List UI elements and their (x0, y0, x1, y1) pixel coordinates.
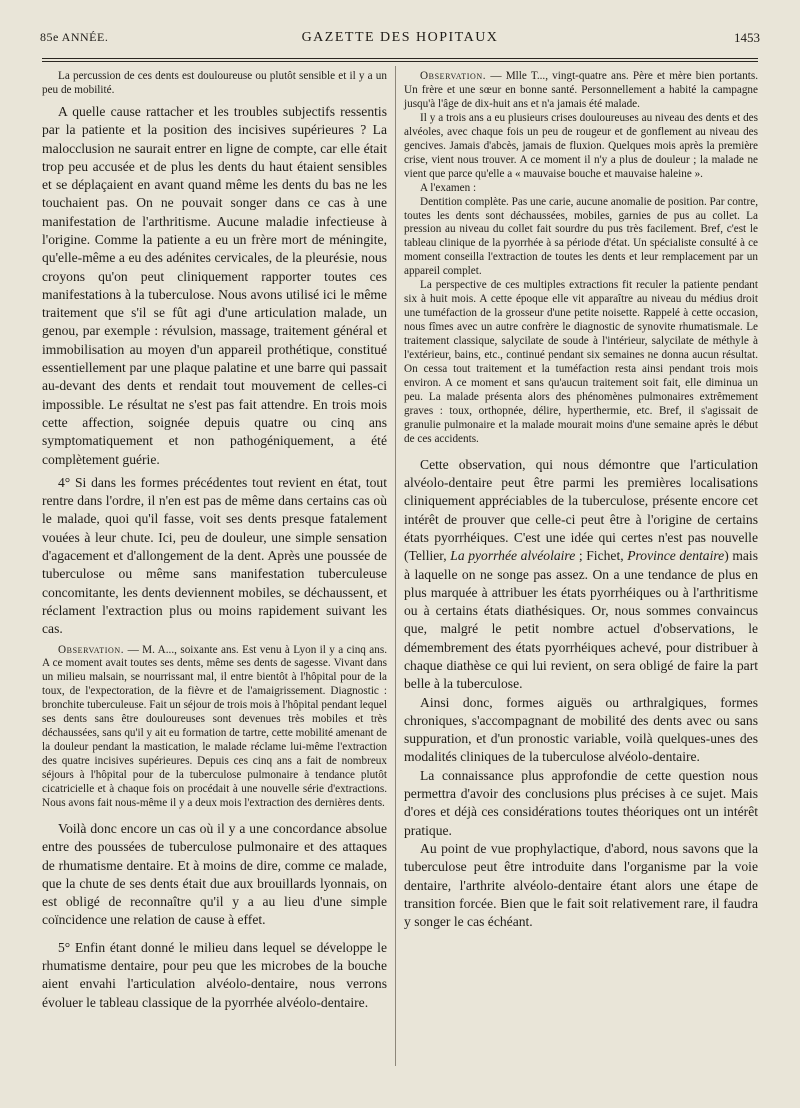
page-number: 1453 (734, 30, 760, 45)
paragraph-fifth-form: 5° Enfin étant donné le milieu dans lequel se développe le rhumatisme dentaire, pour peu que les microbes de la bouche aient envahi l'articulation alvéolo-dentaire, nous verrons évoluer le tableau classique de la pyorrhée alvéolo-dentaire. (42, 939, 387, 1010)
observation-exam: Dentition complète. Pas une carie, aucune anomalie de position. Par contre, toutes les dents sont déchaussées, mobiles, garnies de pus au collet. La pression au niveau du collet fait sourdre du pus très facilement. Bref, c'est le tableau clinique de la pyorrhée à sa période d'état. Un spécialiste consulté à ce moment conseilla l'extraction de toutes les dents et leur remplacement par un appareil complet. (404, 195, 759, 278)
page-header (40, 30, 760, 50)
right-column (404, 70, 758, 931)
header-rule-bottom (42, 61, 758, 62)
observation-m-a (42, 644, 387, 811)
observation-text: — M. A..., soixante ans. Est venu à Lyon il y a cinq ans. A ce moment avait toutes ses dents, même ses dents de sagesse. Vivant dans un milieu malsain, se nourrissant mal, il entre bientôt à l'hôpital pour de la toux, de l'expectoration, de la fièvre et de l'amaigrissement. Diagnostic : bronchite tuberculeuse. Fait un séjour de trois mois à l'hôpital pendant lequel ses dents sans être douloureuses sont devenues très mobiles et très déchaussées, sans qu'il y ait eu formation de tartre, cette mobilité amenant de la douleur pendant la mastication, le malade réclame lui-même l'extraction des quatre incisives supérieures. Depuis ces cinq ans a fait de nombreux séjours à l'hôpital pour de la tuberculose pulmonaire à tendance plutôt cicatricielle et à chaque fois on procédait à une nouvelle série d'extractions. Nous avons fait nous-même il y a deux mois l'extraction des dernières dents. (42, 643, 387, 809)
observation-outcome: La perspective de ces multiples extractions fit reculer la patiente pendant six à huit mois. A cette époque elle vit apparaître au niveau du médius droit une tuméfaction de la grosseur d'une petite noisette. Rappelé à cette occasion, nous fîmes avec un autre confrère le diagnostic de synovite rhumatismale. Le traitement classique, salycilate de soude à l'intérieur, salycilate de méthyle à l'extérieur, bains, etc., continué pendant six semaines ne donna aucun résultat. On cessa tout traitement et la tuméfaction resta ainsi pendant trois mois environ. A ce moment et sans qu'aucun traitement soit fait, elle diminua un peu. La malade présenta alors des phénomènes pulmonaires extrêmement graves : toux, orthopnée, délire, hyperthermie, etc. Bref, il s'agissait de granulie pulmonaire et la malade mourait moins d'une semaine après le début de ces accidents. (404, 279, 758, 445)
observation-mlle-t (404, 70, 758, 112)
observation-exam-heading: A l'examen : (420, 181, 477, 194)
observation-label: Observation. (420, 70, 487, 82)
observation-label: Observation. (58, 643, 125, 656)
journal-title: GAZETTE DES HOPITAUX (301, 30, 499, 45)
observation-history: Il y a trois ans a eu plusieurs crises douloureuses au niveau des dents et des alvéoles, avec chaque fois un peu de rougeur et de gonflement au niveau des gencives. Jamais d'abcès, jamais de fluxion. Quelques mois après la première crise, vient nous trouver. A ce moment il n'y a plus de douleur ; la malade ne vient que parce qu'elle a « mauvaise bouche et mauvaise haleine ». (404, 111, 758, 180)
paragraph-prophylaxis: Au point de vue prophylactique, d'abord, nous savons que la tuberculose peut être introduite dans l'organisme par la voie dentaire, l'arthrite alvéolo-dentaire étant alors une étape de transition forcée. Bien que le fait soit relativement rare, il faudra y songer le cas échéant. (404, 840, 758, 930)
volume-label: 85e ANNÉE. (40, 30, 109, 44)
left-column (42, 70, 387, 1012)
paragraph-cause: A quelle cause rattacher et les troubles subjectifs ressentis par la patiente et la position des incisives supérieures ? La malocclusion ne saurait entrer en ligne de compte, car elle était trop peu accusée et de plus les dents du haut étaient sensibles et se déplaçaient en avant quand même les dents du bas ne les touchaient pas. On ne pouvait songer dans ce cas à une manifestation de l'arthritisme. Aucune maladie infectieuse à l'origine. Comme la patiente a eu un frère mort de méningite, qu'elle-même a eu des adénites cervicales, de la pleurésie, nous croyons qu'on peut cliniquement rapporter toutes ces manifestations à la tuberculose. Nous avons utilisé ici le même traitement que s'il se fût agi d'une articulation malade, un genou, par exemple : révulsion, massage, traitement général et immobilisation au moyen d'un appareil prothétique, constitué essentiellement par une plaque palatine et une barre qui passait au-devant des dents et rendait tout mouvement de celles-ci impossible. Le résultat ne s'est pas fait attendre. En trois mois cette affection, soignée depuis quatre ou cinq ans symptomatiquement et non pathogéniquement, a été complètement guérie. (42, 103, 387, 467)
paragraph-concordance: Voilà donc encore un cas où il y a une concordance absolue entre des poussées de tuberculose pulmonaire et des attaques de rhumatisme dentaire. Et à moins de dire, comme ce malade, que la chute de ses dents était due aux brouillards lyonnais, on est obligé de reconnaître qu'il y a au lieu d'une simple coïncidence une relation de cause à effet. (42, 820, 387, 928)
paragraph-observation-commentary: Cette observation, qui nous démontre que l'articulation alvéolo-dentaire peut être parmi les premières localisations cliniquement appréciables de la tuberculose, présente encore cet intérêt de prouver que celle-ci peut être à l'origine de certains états pyorrhéiques. C'est une idée qui certes n'est pas nouvelle (Tellier, La pyorrhée alvéolaire ; Fichet, Province dentaire) mais à laquelle on ne songe pas assez. On a une tendance de plus en plus marquée à attribuer les états pyorrhéiques ou à l'arthritisme ou à certains états diathésiques. Or, nous sommes convaincus que, malgré le petit nombre actuel d'observations, le démembrement des états pyorrhéiques achevé, pour distribuer à chaque diathèse ce qui lui revient, on sera obligé de faire la part belle à la tuberculose. (404, 456, 758, 692)
citation-title: La pyorrhée alvéolaire (450, 548, 576, 564)
header-rule-top (42, 58, 758, 59)
citation-title: Province dentaire (627, 548, 725, 564)
paragraph-knowledge: La connaissance plus approfondie de cette question nous permettra d'avoir des conclusions plus précises à ce sujet. Mais d'ores et déjà ces considérations toutes théoriques ont un intérêt pratique. (404, 767, 758, 838)
paragraph-fourth-form: 4° Si dans les formes précédentes tout revient en état, tout rentre dans l'ordre, il n'en est pas de même dans certains cas où le malade, quoi qu'il fasse, voit ses dents presque fatalement vouées à leur chute. Ici, peu de douleur, une simple sensation d'agacement et d'allongement de la dent. Après une poussée de tuberculose ou même sans manifestation tuberculeuse concomitante, les dents deviennent mobiles, se déchaussent, et réclament l'extraction plus ou moins rapidement suivant les cas. (42, 474, 387, 637)
observation-text: — Mlle T..., vingt-quatre ans. Père et mère bien portants. Un frère et une sœur en bonne santé. Personnellement a habité la campagne jusqu'à l'âge de dix-huit ans et n'a jamais été malade. (404, 70, 758, 110)
paragraph-percussion: La percussion de ces dents est douloureuse ou plutôt sensible et il y a un peu de mobilité. (42, 70, 387, 96)
paragraph-forms-summary: Ainsi donc, formes aiguës ou arthralgiques, formes chroniques, s'accompagnant de mobilité des dents avec ou sans suppuration, et d'un pronostic variable, voilà quelques-unes des modalités cliniques de la tuberculose alvéolo-dentaire. (404, 694, 758, 765)
column-divider (395, 66, 396, 1066)
